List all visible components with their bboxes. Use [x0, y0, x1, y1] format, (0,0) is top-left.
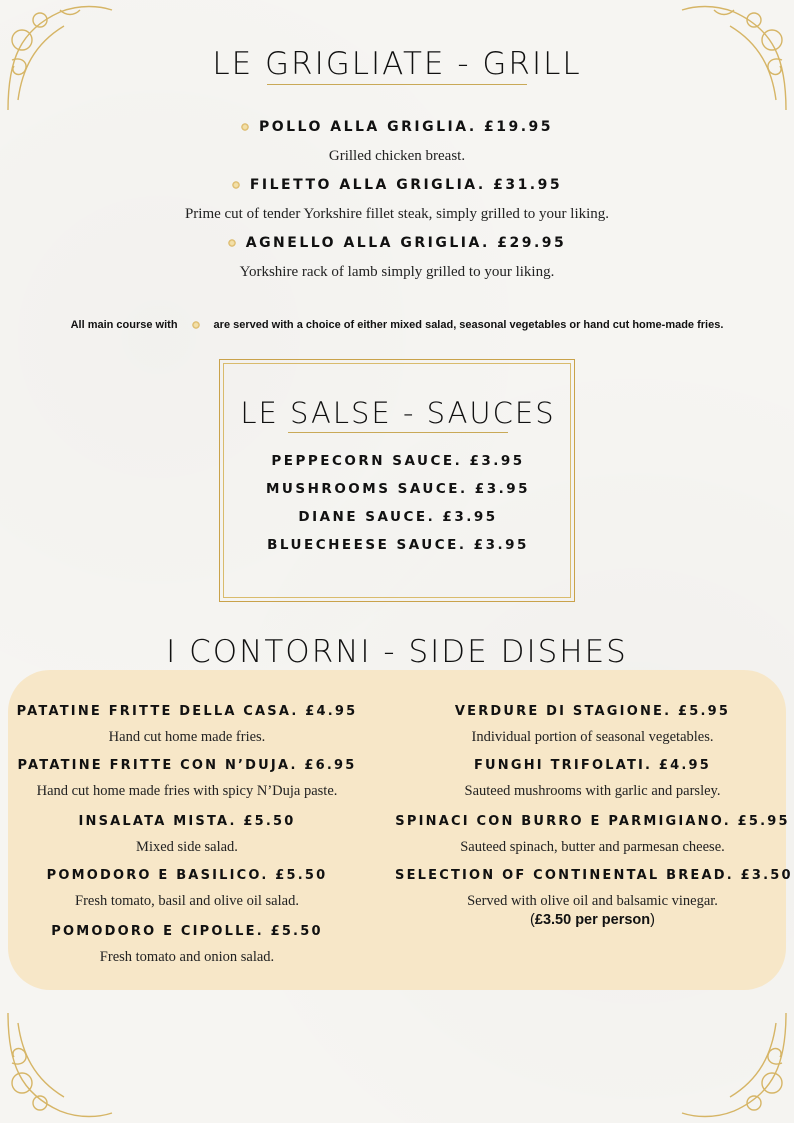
grill-item-name: [0, 177, 794, 193]
sauce-item: DIANE SAUCE. £3.95: [298, 509, 498, 525]
grill-section-title: [0, 46, 794, 85]
side-item-desc: Fresh tomato, basil and olive oil salad.: [75, 893, 299, 909]
side-item-name: POMODORO E CIPOLLE. £5.50: [51, 924, 323, 939]
flourish-corner-icon: [0, 1003, 120, 1123]
side-item-desc: Served with olive oil and balsamic vinegar.: [467, 893, 718, 909]
side-item-desc: Individual portion of seasonal vegetables.: [471, 729, 714, 745]
side-item-name: INSALATA MISTA. £5.50: [78, 814, 296, 829]
sauce-item: BLUECHEESE SAUCE. £3.95: [267, 537, 529, 553]
sauces-box: [219, 359, 575, 602]
note-text-end: are served with a choice of either mixed salad, seasonal vegetables or hand cut home-made fries.: [213, 319, 724, 331]
note-text-start: All main course with: [70, 319, 178, 331]
sauce-item: MUSHROOMS SAUCE. £3.95: [266, 481, 530, 497]
grill-item-label: AGNELLO ALLA GRIGLIA. £29.95: [245, 235, 567, 251]
sauces-section-title: [220, 396, 576, 433]
per-person-price: £3.50 per person: [534, 912, 651, 928]
paren-close: ): [650, 912, 655, 928]
side-item-desc: Sauteed mushrooms with garlic and parsley.: [464, 783, 721, 799]
sides-title-text: I CONTORNI - SIDE DISHES: [166, 634, 628, 670]
grill-item-label: POLLO ALLA GRIGLIA. £19.95: [258, 119, 554, 135]
grill-title-text: LE GRIGLIATE - GRILL: [212, 46, 582, 82]
bread-price-note: [395, 912, 790, 928]
grill-item-name: [0, 235, 794, 251]
side-item-desc: Hand cut home made fries.: [108, 729, 266, 745]
side-item-desc: Sauteed spinach, butter and parmesan cheese.: [460, 839, 725, 855]
grill-item-name: [0, 119, 794, 135]
side-item-desc: Hand cut home made fries with spicy N’Duja paste.: [36, 783, 338, 799]
side-item-name: SPINACI CON BURRO E PARMIGIANO. £5.95: [395, 814, 790, 829]
grill-item-desc: Grilled chicken breast.: [328, 148, 466, 164]
grill-item-desc: Yorkshire rack of lamb simply grilled to your liking.: [239, 264, 555, 280]
sauce-item: PEPPECORN SAUCE. £3.95: [271, 453, 525, 469]
title-divider: [267, 84, 527, 85]
sauces-title-text: LE SALSE - SAUCES: [240, 396, 556, 430]
gold-dot-icon: [228, 239, 236, 247]
side-item-desc: Fresh tomato and onion salad.: [99, 949, 275, 965]
side-item-name: FUNGHI TRIFOLATI. £4.95: [473, 758, 712, 773]
gold-dot-icon: [192, 321, 200, 329]
side-item-name: POMODORO E BASILICO. £5.50: [46, 868, 328, 883]
side-item-name: SELECTION OF CONTINENTAL BREAD. £3.50: [395, 868, 793, 883]
flourish-corner-icon: [674, 1003, 794, 1123]
side-item-name: PATATINE FRITTE CON N’DUJA. £6.95: [17, 758, 357, 773]
side-item-desc: Mixed side salad.: [136, 839, 238, 855]
grill-item-desc: Prime cut of tender Yorkshire fillet steak, simply grilled to your liking.: [184, 206, 610, 222]
sides-section-title: [0, 634, 794, 673]
gold-dot-icon: [232, 181, 240, 189]
side-item-name: VERDURE DI STAGIONE. £5.95: [454, 704, 731, 719]
side-item-name: PATATINE FRITTE DELLA CASA. £4.95: [16, 704, 358, 719]
main-course-note: [40, 317, 754, 333]
title-divider: [288, 432, 508, 433]
grill-item-label: FILETTO ALLA GRIGLIA. £31.95: [249, 177, 563, 193]
paren-open: (: [530, 912, 535, 928]
gold-dot-icon: [241, 123, 249, 131]
